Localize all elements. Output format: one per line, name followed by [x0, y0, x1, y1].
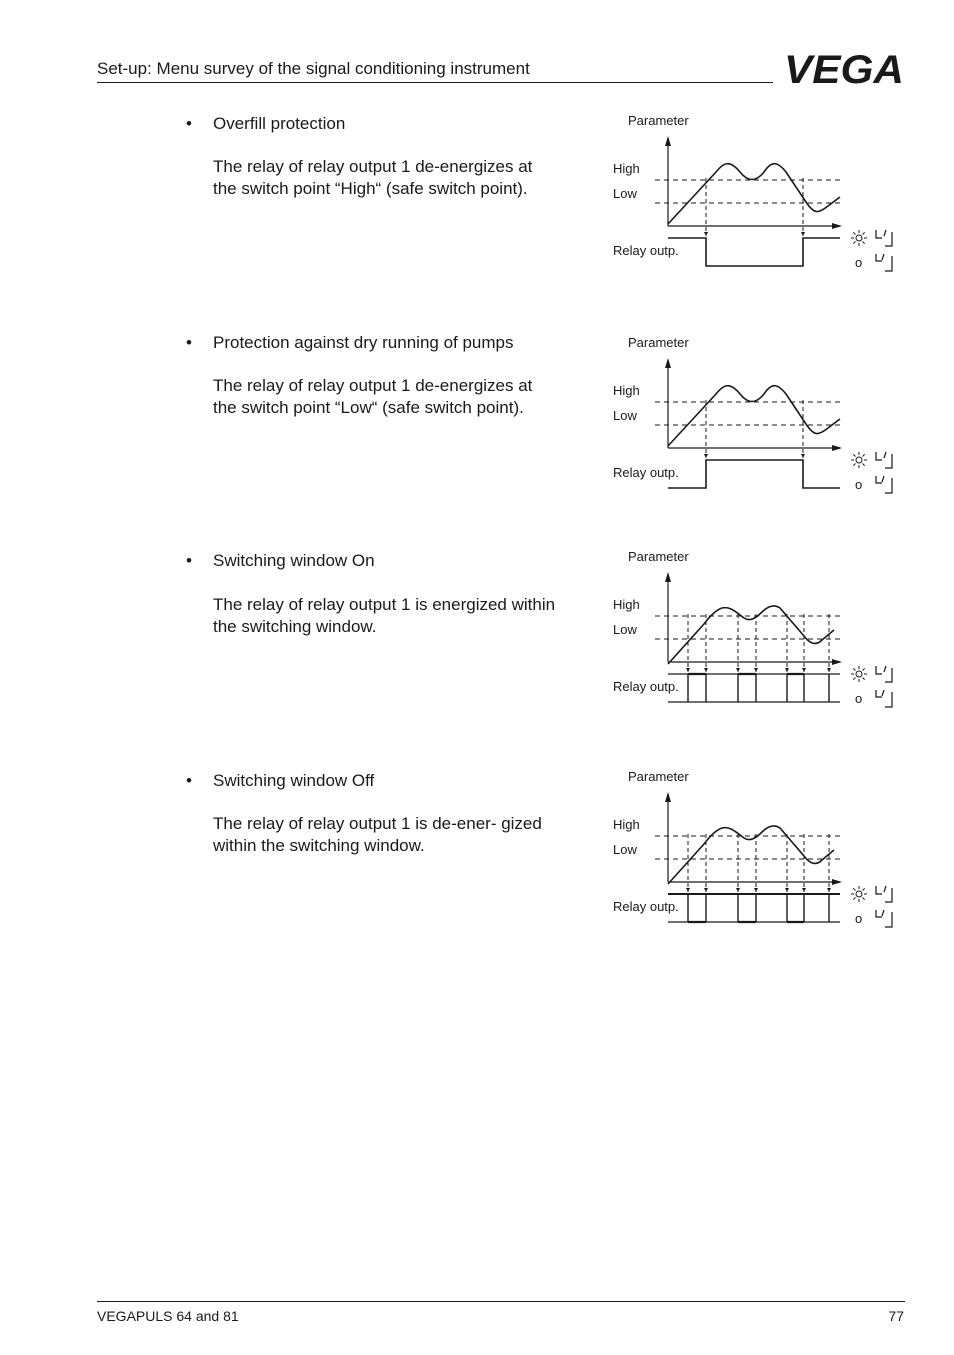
switch-point-arrow: [785, 668, 789, 672]
switch-point-arrow: [754, 668, 758, 672]
energized-icon-ray: [863, 668, 865, 670]
energized-icon-ray: [853, 898, 855, 900]
axis-label-parameter: Parameter: [628, 769, 689, 784]
energized-icon-ray: [853, 678, 855, 680]
signal-curve: [668, 386, 840, 446]
signal-curve: [668, 164, 840, 224]
footer-product: VEGAPULS 64 and 81: [97, 1308, 239, 1324]
switch-point-arrow: [736, 888, 740, 892]
energized-icon-ray: [863, 888, 865, 890]
x-axis-arrow: [832, 223, 842, 229]
switch-point-arrow: [801, 454, 805, 458]
page-number: 77: [888, 1308, 904, 1324]
energized-icon-ray: [853, 464, 855, 466]
switch-point-arrow: [686, 888, 690, 892]
footer-rule: [97, 1301, 905, 1302]
signal-curve: [668, 606, 834, 664]
energized-icon-ray: [853, 232, 855, 234]
diagram-overfill: [600, 110, 910, 290]
label-relay-output: Relay outp.: [613, 465, 679, 480]
vega-logo: [784, 49, 906, 87]
switch-point-arrow: [704, 232, 708, 236]
label-low: Low: [613, 842, 637, 857]
contact-open-icon: [876, 910, 892, 927]
energized-icon-ray: [853, 668, 855, 670]
label-low: Low: [613, 408, 637, 423]
relay-output-trace: [668, 460, 840, 488]
contact-open-icon: [876, 254, 892, 271]
off-marker: o: [855, 691, 863, 706]
switch-point-arrow: [827, 668, 831, 672]
energized-icon: [856, 671, 862, 677]
energized-icon-ray: [863, 464, 865, 466]
section-title: Protection against dry running of pumps: [213, 333, 514, 352]
x-axis-arrow: [832, 879, 842, 885]
x-axis-arrow: [832, 445, 842, 451]
bullet: •: [186, 551, 192, 570]
label-low: Low: [613, 186, 637, 201]
off-marker: o: [855, 477, 863, 492]
switch-point-arrow: [704, 668, 708, 672]
energized-icon-ray: [853, 454, 855, 456]
bullet: •: [186, 114, 192, 133]
y-axis-arrow: [665, 792, 671, 802]
energized-icon: [856, 457, 862, 463]
axis-label-parameter: Parameter: [628, 335, 689, 350]
header-rule: [97, 82, 773, 83]
switch-point-arrow: [704, 454, 708, 458]
energized-icon: [856, 891, 862, 897]
section-title: Overfill protection: [213, 114, 346, 133]
relay-output-trace: [668, 238, 840, 266]
section-title: Switching window On: [213, 551, 375, 570]
switch-point-arrow: [802, 668, 806, 672]
energized-icon-ray: [863, 454, 865, 456]
contact-closed-icon: [876, 666, 892, 682]
switch-point-arrow: [801, 232, 805, 236]
diagram-window-on: [600, 546, 910, 726]
y-axis-arrow: [665, 358, 671, 368]
switch-point-arrow: [736, 668, 740, 672]
contact-closed-icon: [876, 886, 892, 902]
label-relay-output: Relay outp.: [613, 899, 679, 914]
contact-open-icon: [876, 690, 892, 707]
signal-curve: [668, 826, 834, 884]
axis-label-parameter: Parameter: [628, 549, 689, 564]
energized-icon-ray: [853, 888, 855, 890]
energized-icon-ray: [863, 232, 865, 234]
y-axis-arrow: [665, 136, 671, 146]
energized-icon-ray: [863, 242, 865, 244]
label-high: High: [613, 161, 640, 176]
section-title: Switching window Off: [213, 771, 375, 790]
section-desc: The relay of relay output 1 is energized within the switching window.: [213, 595, 556, 636]
off-marker: o: [855, 911, 863, 926]
label-high: High: [613, 597, 640, 612]
energized-icon-ray: [863, 678, 865, 680]
y-axis-arrow: [665, 572, 671, 582]
switch-point-arrow: [802, 888, 806, 892]
contact-closed-icon: [876, 230, 892, 246]
switch-point-arrow: [827, 888, 831, 892]
label-high: High: [613, 817, 640, 832]
off-marker: o: [855, 255, 863, 270]
bullet: •: [186, 333, 192, 352]
energized-icon: [856, 235, 862, 241]
switch-point-arrow: [754, 888, 758, 892]
header-title: Set-up: Menu survey of the signal conditioning instrument: [97, 59, 530, 78]
switch-point-arrow: [704, 888, 708, 892]
section-desc: The relay of relay output 1 de-energizes at the switch point “Low“ (safe switch point).: [213, 376, 533, 417]
diagram-dry-running: [600, 332, 910, 512]
bullet: •: [186, 771, 192, 790]
energized-icon-ray: [863, 898, 865, 900]
label-high: High: [613, 383, 640, 398]
contact-closed-icon: [876, 452, 892, 468]
x-axis-arrow: [832, 659, 842, 665]
section-desc: The relay of relay output 1 de-energizes at the switch point “High“ (safe switch point).: [213, 157, 533, 198]
label-relay-output: Relay outp.: [613, 679, 679, 694]
switch-point-arrow: [686, 668, 690, 672]
switch-point-arrow: [785, 888, 789, 892]
label-low: Low: [613, 622, 637, 637]
section-desc: The relay of relay output 1 is de-ener- gized within the switching window.: [213, 814, 542, 855]
contact-open-icon: [876, 476, 892, 493]
axis-label-parameter: Parameter: [628, 113, 689, 128]
label-relay-output: Relay outp.: [613, 243, 679, 258]
diagram-window-off: [600, 766, 910, 946]
logo-text: VEGA: [784, 49, 904, 87]
energized-icon-ray: [853, 242, 855, 244]
